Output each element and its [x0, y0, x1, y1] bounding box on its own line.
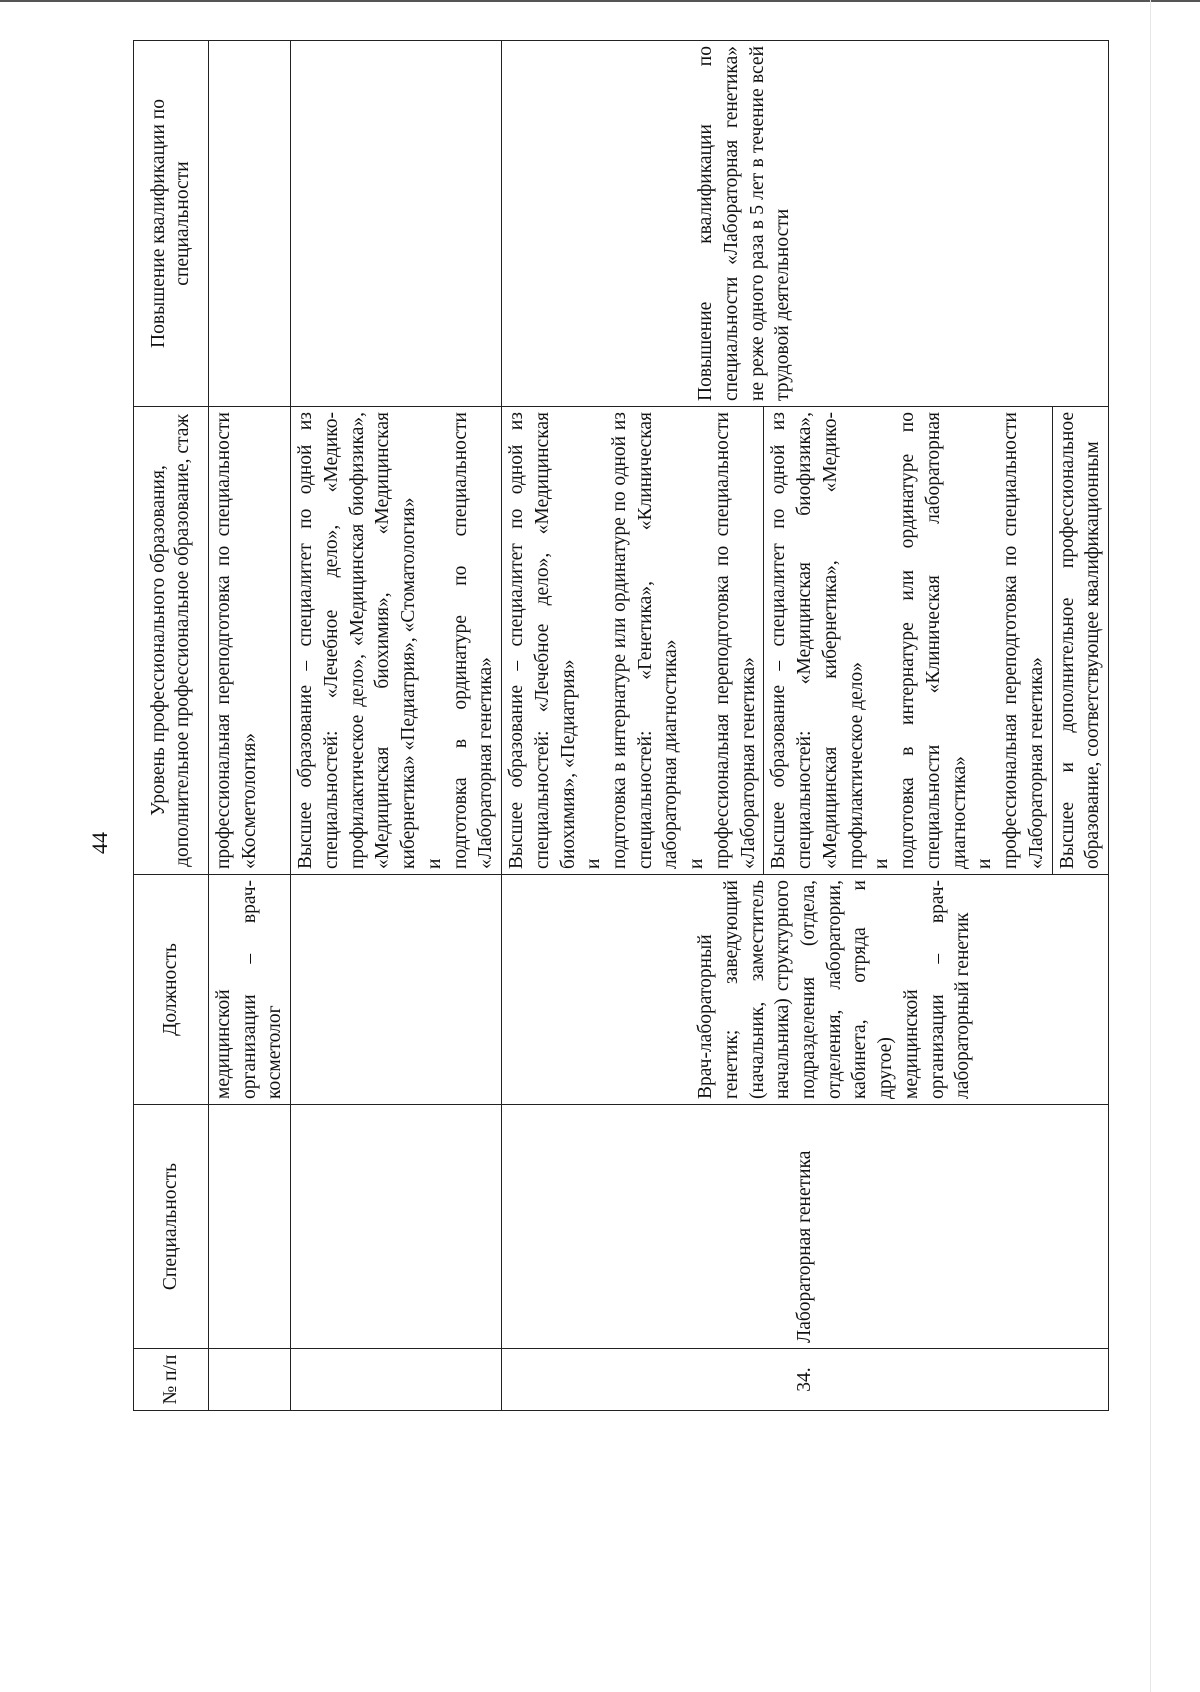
header-num: № п/п: [134, 1349, 209, 1411]
qualification-table: [133, 40, 1109, 1411]
education-text: Высшее образование – специалитет по одной из специальностей: «Медицинская биофизика», «Медицинская кибернетика», «Медико-профилактическое дело»: [768, 412, 867, 869]
education-text: Высшее образование – специалитет по одной из специальностей: «Лечебное дело», «Медико-профилактическое дело», «Медицинская биофизика», «Медицинская биохимия», «Медицинская кибернетика» «Педиатрия», «Стоматология»: [295, 412, 420, 869]
cell-specialty: [291, 1105, 502, 1349]
cell-qualification: [209, 41, 291, 407]
conjunction-and: и: [583, 858, 605, 869]
cell-num: [291, 1349, 502, 1411]
cell-qualification: [291, 41, 502, 407]
conjunction-and: и: [974, 858, 996, 869]
education-text: подготовка в интернатуре или ординатуре по специальности «Клиническая лабораторная диагностика»: [897, 412, 970, 869]
cell-num: 34.: [502, 1349, 1109, 1411]
cell-specialty: [209, 1105, 291, 1349]
table-row: [502, 41, 1109, 1411]
position-spacer: [504, 880, 693, 1099]
education-block: [764, 407, 1052, 874]
education-block: [502, 407, 764, 874]
position-text: Врач-лабораторный генетик; заведующий (начальник, заместитель начальника) структурного подразделения (отдела, отделения, лаборатории, кабинета, отряда и другое): [695, 880, 897, 1099]
table-row: [209, 41, 291, 1411]
rotated-page-content: [133, 41, 1107, 1411]
conjunction-and: и: [871, 858, 893, 869]
header-qualification: Повышение квалификации по специальности: [134, 41, 209, 407]
qualification-spacer: [504, 46, 693, 401]
cell-position: медицинской организации – врач-косметолог: [209, 875, 291, 1105]
education-text: профессиональная переподготовка по специальности «Лабораторная генетика»: [1000, 412, 1047, 869]
position-text: медицинской организации – врач-лабораторный генетик: [900, 880, 974, 1099]
education-text: подготовка в ординатуре по специальности «Лабораторная генетика»: [449, 412, 497, 869]
qualification-text: Повышение квалификации по специальности «Лабораторная генетика» не реже одного раза в 5 лет в течение всей трудовой деятельности: [695, 46, 794, 401]
scan-margin-line: [1150, 0, 1151, 1692]
page-number: 44: [87, 832, 112, 854]
conjunction-and: и: [423, 858, 445, 869]
cell-education: [502, 407, 1109, 875]
cell-qualification: [502, 41, 1109, 407]
header-position: Должность: [134, 875, 209, 1105]
cell-position: [502, 875, 1109, 1105]
cell-num: [209, 1349, 291, 1411]
cell-specialty: Лабораторная генетика: [502, 1105, 1109, 1349]
education-text: профессиональная переподготовка по специальности «Лабораторная генетика»: [711, 412, 759, 869]
header-specialty: Специальность: [134, 1105, 209, 1349]
education-text: подготовка в интернатуре или ординатуре по одной из специальностей: «Генетика», «Клиническая лабораторная диагностика»: [609, 412, 682, 869]
education-text: Высшее образование – специалитет по одной из специальностей: «Лечебное дело», «Медицинская биохимия», «Педиатрия»: [506, 412, 579, 869]
table-row: [291, 41, 502, 1411]
education-block: [1053, 407, 1108, 874]
table-header-row: [134, 41, 209, 1411]
cell-education: профессиональная переподготовка по специальности «Косметология»: [209, 407, 291, 875]
scan-top-edge: [0, 0, 1200, 10]
cell-education: [291, 407, 502, 875]
cell-position: [291, 875, 502, 1105]
header-education: Уровень профессионального образования, дополнительное профессиональное образование, стаж: [134, 407, 209, 875]
conjunction-and: и: [686, 858, 708, 869]
education-text: Высшее и дополнительное профессиональное образование, соответствующее квалификационным: [1056, 412, 1104, 869]
